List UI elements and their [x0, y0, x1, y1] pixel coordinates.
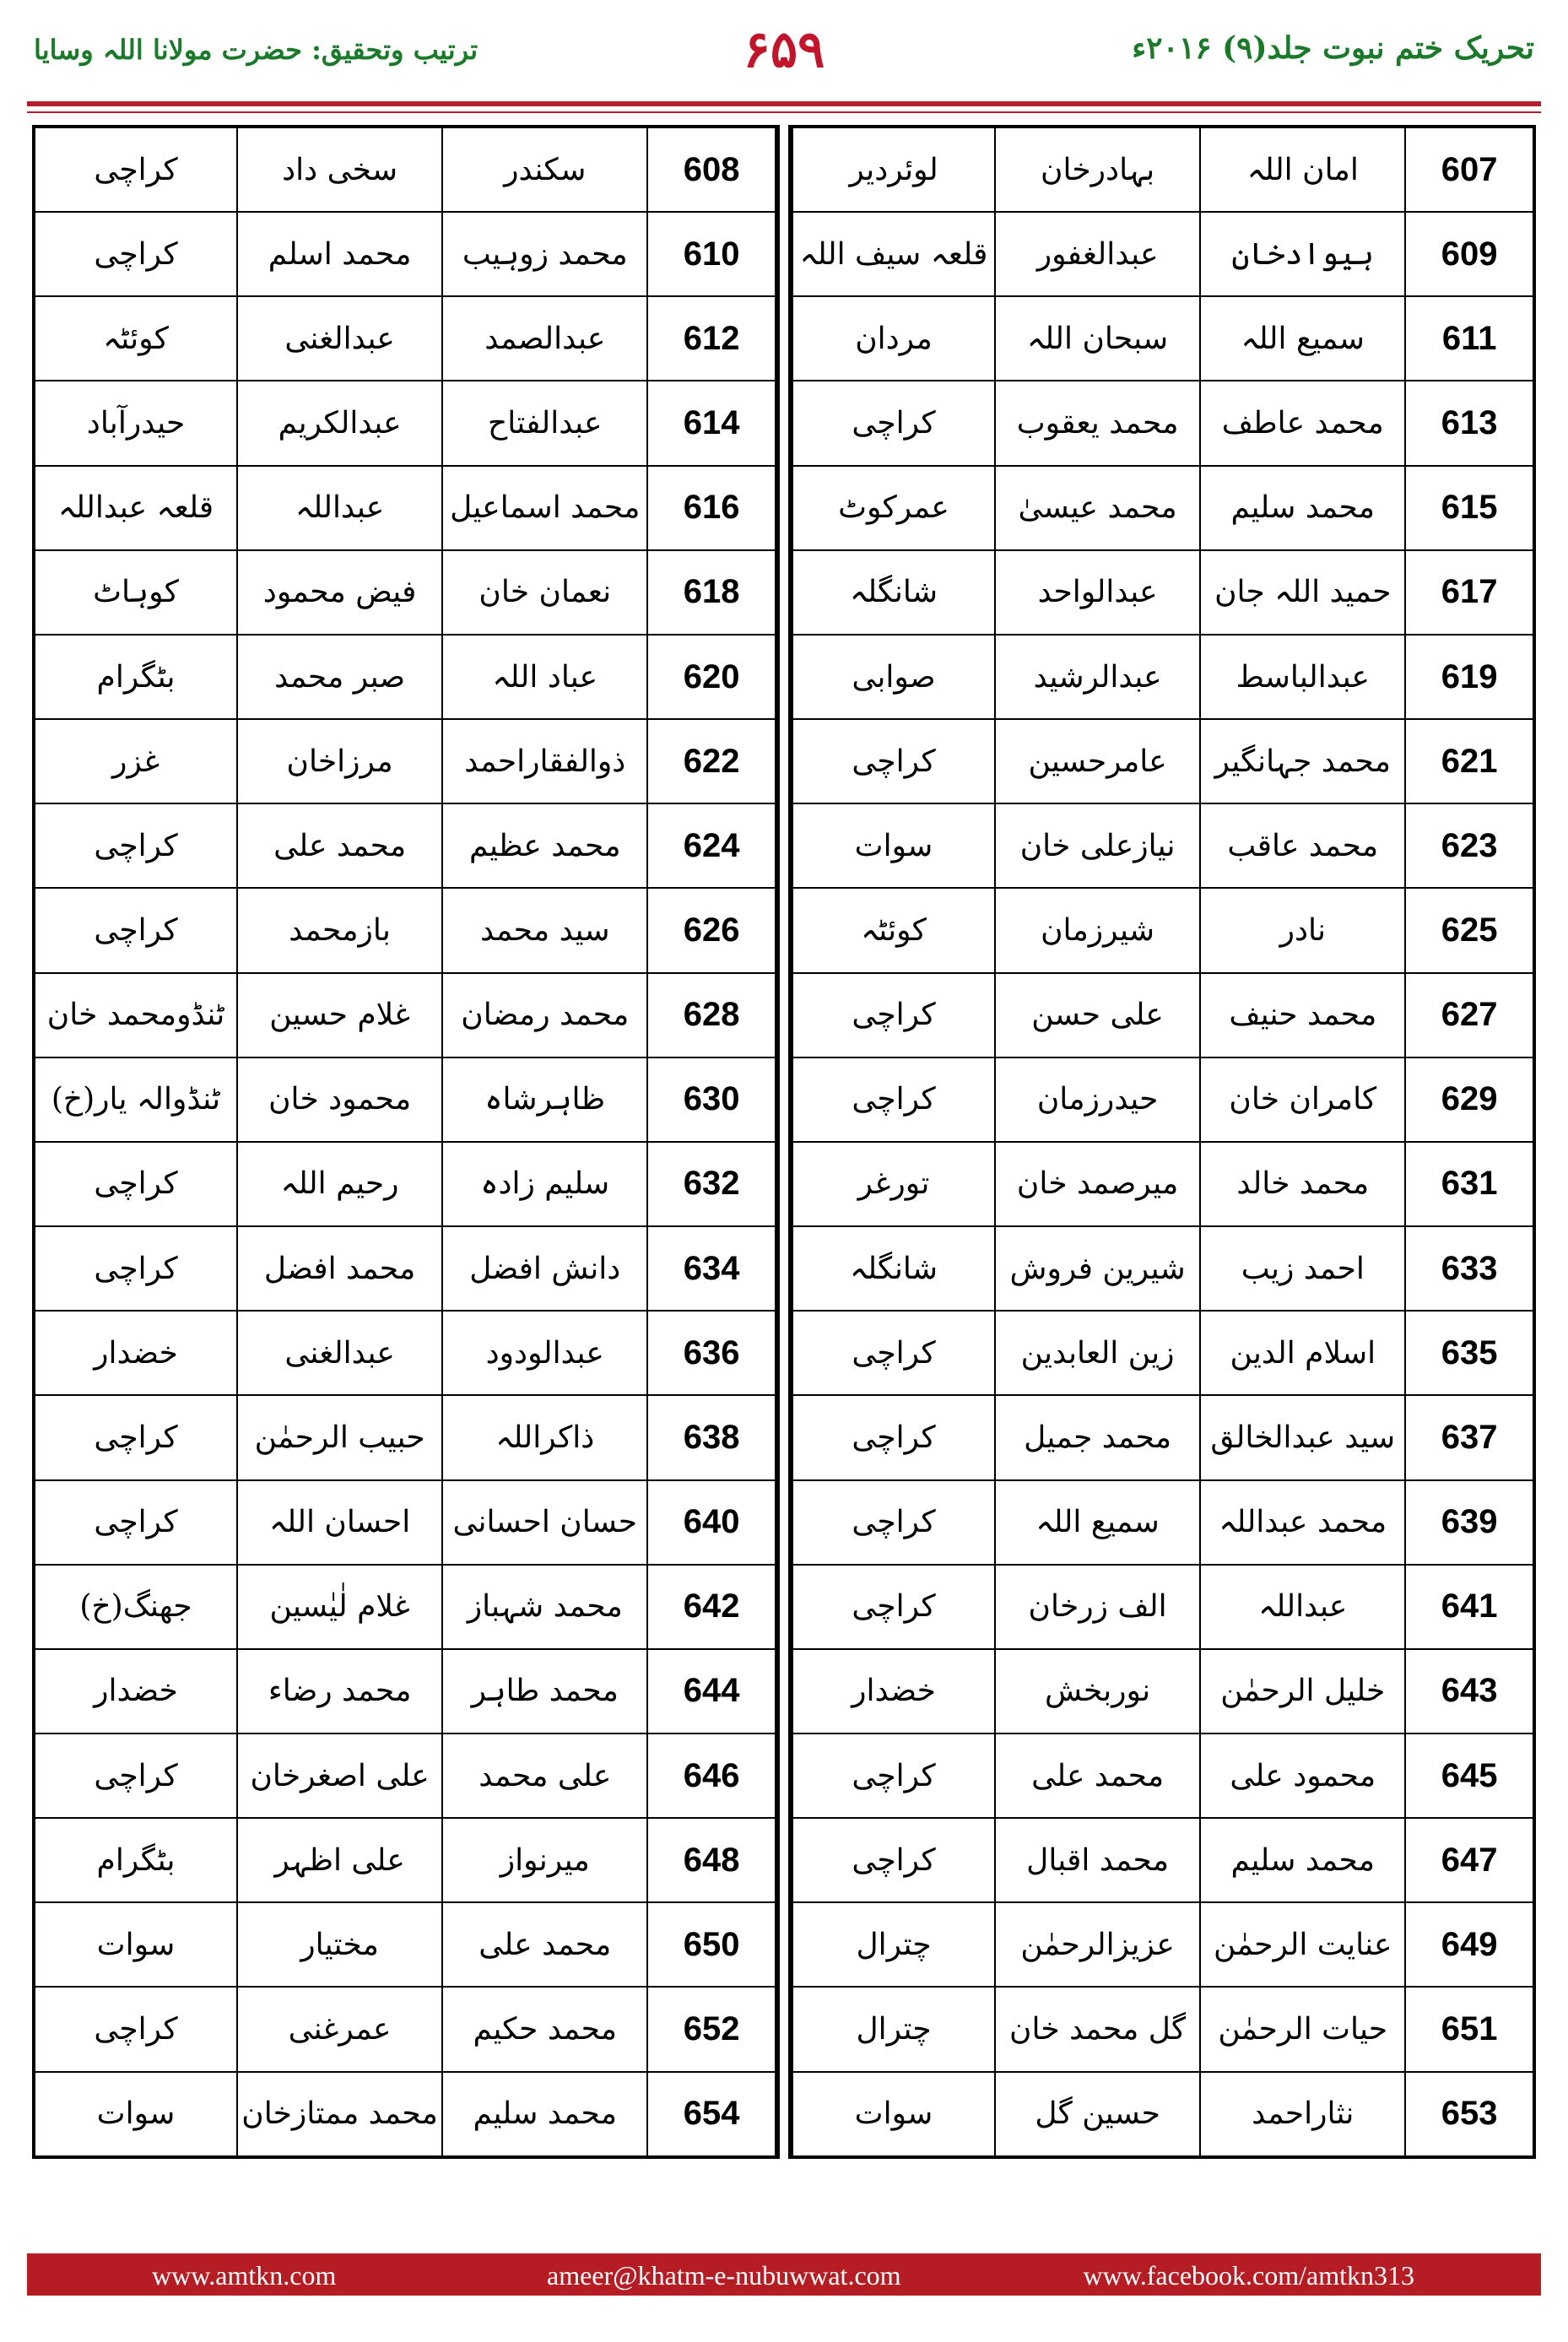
city-cell: ٹنڈومحمد خان — [35, 973, 237, 1057]
father-name-cell: محمد اقبال — [995, 1818, 1200, 1902]
name-cell: ذاکراللہ — [442, 1395, 647, 1479]
footer-facebook[interactable]: www.facebook.com/amtkn313 — [1083, 2260, 1414, 2291]
serial-number-cell: 626 — [647, 888, 776, 972]
city-cell: قلعہ سیف اللہ — [792, 212, 995, 296]
father-name-cell: محمد عیسیٰ — [995, 466, 1200, 550]
father-name-cell: بازمحمد — [237, 888, 442, 972]
name-cell: کامران خان — [1200, 1057, 1405, 1142]
table-row — [792, 296, 1533, 381]
city-cell: کراچی — [35, 1987, 237, 2071]
table-row — [792, 1142, 1533, 1226]
city-cell: سوات — [35, 1902, 237, 1987]
footer-email[interactable]: ameer@khatm-e-nubuwwat.com — [547, 2260, 901, 2291]
serial-number-cell: 612 — [647, 296, 776, 381]
name-cell: اسلام الدین — [1200, 1311, 1405, 1395]
name-cell: محمد عاقب — [1200, 803, 1405, 888]
city-cell: مردان — [792, 296, 995, 381]
table-row — [792, 1311, 1533, 1395]
city-cell: عمرکوٹ — [792, 466, 995, 550]
table-row — [35, 550, 776, 635]
serial-number-cell: 651 — [1405, 1987, 1533, 2071]
father-name-cell: عبدالکریم — [237, 381, 442, 465]
city-cell: خضدار — [35, 1311, 237, 1395]
serial-number-cell: 613 — [1405, 381, 1533, 465]
father-name-cell: محمد رضاء — [237, 1649, 442, 1734]
father-name-cell: حیدرزمان — [995, 1057, 1200, 1142]
city-cell: کراچی — [35, 212, 237, 296]
city-cell: کراچی — [792, 1480, 995, 1565]
city-cell: کراچی — [35, 127, 237, 212]
name-cell: سید محمد — [442, 888, 647, 972]
serial-number-cell: 647 — [1405, 1818, 1533, 1902]
footer-website[interactable]: www.amtkn.com — [152, 2260, 337, 2291]
father-name-cell: علی اصغرخان — [237, 1734, 442, 1818]
city-cell: کراچی — [792, 1057, 995, 1142]
father-name-cell: میرصمد خان — [995, 1142, 1200, 1226]
serial-number-cell: 628 — [647, 973, 776, 1057]
name-cell: محمد اسماعیل — [442, 466, 647, 550]
city-cell: لوئردیر — [792, 127, 995, 212]
name-cell: عبدالصمد — [442, 296, 647, 381]
name-cell: احمد زیب — [1200, 1226, 1405, 1311]
city-cell: جھنگ(خ) — [35, 1565, 237, 1649]
serial-number-cell: 649 — [1405, 1902, 1533, 1987]
name-cell: محمد سلیم — [1200, 1818, 1405, 1902]
table-row — [35, 719, 776, 803]
father-name-cell: عبدالغفور — [995, 212, 1200, 296]
father-name-cell: بہادرخان — [995, 127, 1200, 212]
city-cell: کراچی — [792, 1311, 995, 1395]
serial-number-cell: 609 — [1405, 212, 1533, 296]
father-name-cell: عامرحسین — [995, 719, 1200, 803]
table-row — [35, 381, 776, 465]
father-name-cell: محمد اسلم — [237, 212, 442, 296]
name-cell: دانش افضل — [442, 1226, 647, 1311]
table-row — [792, 1057, 1533, 1142]
table-row — [792, 973, 1533, 1057]
name-cell: محمد طاہر — [442, 1649, 647, 1734]
table-row — [792, 550, 1533, 635]
father-name-cell: محمد یعقوب — [995, 381, 1200, 465]
name-cell: محمد علی — [442, 1902, 647, 1987]
book-title: تحریک ختم نبوت جلد(۹) ۲۰۱۶ء — [1132, 30, 1534, 66]
father-name-cell: محمود خان — [237, 1057, 442, 1142]
table-row — [35, 888, 776, 972]
city-cell: کراچی — [35, 803, 237, 888]
name-cell: محمد عبداللہ — [1200, 1480, 1405, 1565]
name-cell: عبدالودود — [442, 1311, 647, 1395]
city-cell: کراچی — [792, 1734, 995, 1818]
table-row — [35, 2072, 776, 2156]
table-row — [35, 1395, 776, 1479]
serial-number-cell: 620 — [647, 635, 776, 719]
city-cell: کوئٹہ — [35, 296, 237, 381]
father-name-cell: رحیم اللہ — [237, 1142, 442, 1226]
table-divider — [778, 125, 790, 2159]
father-name-cell: عزیزالرحمٰن — [995, 1902, 1200, 1987]
table-row — [792, 1226, 1533, 1311]
city-cell: کراچی — [792, 1818, 995, 1902]
name-cell: محمد عاطف — [1200, 381, 1405, 465]
table-row — [792, 803, 1533, 888]
city-cell: شانگلہ — [792, 550, 995, 635]
table-left-half — [32, 125, 778, 2159]
name-cell: محمد سلیم — [1200, 466, 1405, 550]
father-name-cell: نیازعلی خان — [995, 803, 1200, 888]
name-cell: حسان احسانی — [442, 1480, 647, 1565]
serial-number-cell: 641 — [1405, 1565, 1533, 1649]
name-cell: محمد خالد — [1200, 1142, 1405, 1226]
table-row — [35, 635, 776, 719]
father-name-cell: شیرزمان — [995, 888, 1200, 972]
name-cell: محمد شہباز — [442, 1565, 647, 1649]
name-cell: محمد زوہیب — [442, 212, 647, 296]
table-row — [792, 381, 1533, 465]
father-name-cell: محمد جمیل — [995, 1395, 1200, 1479]
table-row — [792, 1818, 1533, 1902]
city-cell: حیدرآباد — [35, 381, 237, 465]
father-name-cell: علی اظہر — [237, 1818, 442, 1902]
name-cell: عبداللہ — [1200, 1565, 1405, 1649]
name-cell: نثاراحمد — [1200, 2072, 1405, 2156]
serial-number-cell: 642 — [647, 1565, 776, 1649]
name-cell: علی محمد — [442, 1734, 647, 1818]
name-cell: محمد حکیم — [442, 1987, 647, 2071]
page-number: ۶۵۹ — [743, 20, 825, 79]
city-cell: تورغر — [792, 1142, 995, 1226]
name-cell: امان اللہ — [1200, 127, 1405, 212]
table-row — [35, 1987, 776, 2071]
city-cell: کراچی — [792, 719, 995, 803]
father-name-cell: عبدالغنی — [237, 1311, 442, 1395]
serial-number-cell: 619 — [1405, 635, 1533, 719]
city-cell: شانگلہ — [792, 1226, 995, 1311]
name-cell: محمد رمضان — [442, 973, 647, 1057]
name-cell: محمد عظیم — [442, 803, 647, 888]
father-name-cell: حبیب الرحمٰن — [237, 1395, 442, 1479]
serial-number-cell: 634 — [647, 1226, 776, 1311]
page-header — [0, 0, 1568, 101]
name-cell: ظاہرشاہ — [442, 1057, 647, 1142]
father-name-cell: عبدالواحد — [995, 550, 1200, 635]
table-row — [35, 127, 776, 212]
father-name-cell: مختیار — [237, 1902, 442, 1987]
serial-number-cell: 618 — [647, 550, 776, 635]
table-row — [792, 2072, 1533, 2156]
city-cell: خضدار — [35, 1649, 237, 1734]
city-cell: کراچی — [35, 1395, 237, 1479]
table-row — [792, 212, 1533, 296]
name-cell: نادر — [1200, 888, 1405, 972]
serial-number-cell: 643 — [1405, 1649, 1533, 1734]
name-cell: محمد سلیم — [442, 2072, 647, 2156]
table-row — [35, 1226, 776, 1311]
serial-number-cell: 636 — [647, 1311, 776, 1395]
father-name-cell: محمد علی — [995, 1734, 1200, 1818]
compiler-credit: ترتیب وتحقیق: حضرت مولانا اللہ وسایا — [34, 34, 479, 66]
serial-number-cell: 644 — [647, 1649, 776, 1734]
city-cell: کوئٹہ — [792, 888, 995, 972]
city-cell: ٹنڈوالہ یار(خ) — [35, 1057, 237, 1142]
father-name-cell: مرزاخان — [237, 719, 442, 803]
table-row — [792, 1649, 1533, 1734]
table-row — [35, 1734, 776, 1818]
city-cell: غزر — [35, 719, 237, 803]
father-name-cell: نوربخش — [995, 1649, 1200, 1734]
city-cell: صوابی — [792, 635, 995, 719]
serial-number-cell: 654 — [647, 2072, 776, 2156]
city-cell: کوہاٹ — [35, 550, 237, 635]
serial-number-cell: 652 — [647, 1987, 776, 2071]
name-cell: خلیل الرحمٰن — [1200, 1649, 1405, 1734]
father-name-cell: عبداللہ — [237, 466, 442, 550]
father-name-cell: غلام حسین — [237, 973, 442, 1057]
table-row — [792, 466, 1533, 550]
city-cell: چترال — [792, 1987, 995, 2071]
serial-number-cell: 611 — [1405, 296, 1533, 381]
father-name-cell: فیض محمود — [237, 550, 442, 635]
father-name-cell: عبدالرشید — [995, 635, 1200, 719]
header-rule-thick — [27, 101, 1541, 106]
serial-number-cell: 653 — [1405, 2072, 1533, 2156]
serial-number-cell: 630 — [647, 1057, 776, 1142]
serial-number-cell: 627 — [1405, 973, 1533, 1057]
father-name-cell: سمیع اللہ — [995, 1480, 1200, 1565]
serial-number-cell: 637 — [1405, 1395, 1533, 1479]
serial-number-cell: 623 — [1405, 803, 1533, 888]
table-row — [35, 973, 776, 1057]
serial-number-cell: 633 — [1405, 1226, 1533, 1311]
header-rule-thin — [27, 111, 1541, 113]
serial-number-cell: 607 — [1405, 127, 1533, 212]
name-cell: ہیوادخان — [1200, 212, 1405, 296]
name-cell: حیات الرحمٰن — [1200, 1987, 1405, 2071]
father-name-cell: شیرین فروش — [995, 1226, 1200, 1311]
name-cell: سکندر — [442, 127, 647, 212]
father-name-cell: احسان اللہ — [237, 1480, 442, 1565]
name-cell: حمید اللہ جان — [1200, 550, 1405, 635]
serial-number-cell: 610 — [647, 212, 776, 296]
name-cell: عنایت الرحمٰن — [1200, 1902, 1405, 1987]
father-name-cell: علی حسن — [995, 973, 1200, 1057]
city-cell: سوات — [792, 2072, 995, 2156]
table-row — [35, 1818, 776, 1902]
table-row — [35, 1565, 776, 1649]
name-cell: عبدالباسط — [1200, 635, 1405, 719]
father-name-cell: محمد ممتازخان — [237, 2072, 442, 2156]
serial-number-cell: 646 — [647, 1734, 776, 1818]
names-table — [32, 125, 1536, 2159]
table-row — [35, 1057, 776, 1142]
city-cell: کراچی — [792, 1395, 995, 1479]
name-cell: عباد اللہ — [442, 635, 647, 719]
table-row — [792, 635, 1533, 719]
city-cell: کراچی — [35, 1734, 237, 1818]
serial-number-cell: 625 — [1405, 888, 1533, 972]
table-row — [792, 1987, 1533, 2071]
table-row — [792, 127, 1533, 212]
table-row — [35, 1902, 776, 1987]
city-cell: خضدار — [792, 1649, 995, 1734]
serial-number-cell: 629 — [1405, 1057, 1533, 1142]
serial-number-cell: 632 — [647, 1142, 776, 1226]
serial-number-cell: 617 — [1405, 550, 1533, 635]
name-cell: سید عبدالخالق — [1200, 1395, 1405, 1479]
city-cell: کراچی — [792, 973, 995, 1057]
serial-number-cell: 631 — [1405, 1142, 1533, 1226]
name-cell: ذوالفقاراحمد — [442, 719, 647, 803]
city-cell: بٹگرام — [35, 1818, 237, 1902]
table-row — [35, 466, 776, 550]
serial-number-cell: 621 — [1405, 719, 1533, 803]
city-cell: کراچی — [35, 1480, 237, 1565]
table-right-half — [790, 125, 1536, 2159]
serial-number-cell: 648 — [647, 1818, 776, 1902]
city-cell: کراچی — [792, 381, 995, 465]
name-cell: میرنواز — [442, 1818, 647, 1902]
table-row — [792, 719, 1533, 803]
father-name-cell: عبدالغنی — [237, 296, 442, 381]
serial-number-cell: 639 — [1405, 1480, 1533, 1565]
table-row — [792, 1565, 1533, 1649]
name-cell: نعمان خان — [442, 550, 647, 635]
name-cell: محمد حنیف — [1200, 973, 1405, 1057]
father-name-cell: الف زرخان — [995, 1565, 1200, 1649]
name-cell: سلیم زادہ — [442, 1142, 647, 1226]
table-row — [35, 1142, 776, 1226]
serial-number-cell: 608 — [647, 127, 776, 212]
serial-number-cell: 635 — [1405, 1311, 1533, 1395]
serial-number-cell: 650 — [647, 1902, 776, 1987]
serial-number-cell: 622 — [647, 719, 776, 803]
table-row — [35, 296, 776, 381]
table-row — [792, 1734, 1533, 1818]
table-row — [792, 1902, 1533, 1987]
serial-number-cell: 615 — [1405, 466, 1533, 550]
name-cell: محمد جہانگیر — [1200, 719, 1405, 803]
table-row — [35, 803, 776, 888]
serial-number-cell: 645 — [1405, 1734, 1533, 1818]
father-name-cell: عمرغنی — [237, 1987, 442, 2071]
serial-number-cell: 616 — [647, 466, 776, 550]
city-cell: بٹگرام — [35, 635, 237, 719]
serial-number-cell: 614 — [647, 381, 776, 465]
father-name-cell: زین العابدین — [995, 1311, 1200, 1395]
city-cell: کراچی — [792, 1565, 995, 1649]
table-row — [792, 1480, 1533, 1565]
city-cell: کراچی — [35, 1142, 237, 1226]
father-name-cell: حسین گل — [995, 2072, 1200, 2156]
table-row — [35, 1311, 776, 1395]
father-name-cell: سخی داد — [237, 127, 442, 212]
father-name-cell: صبر محمد — [237, 635, 442, 719]
city-cell: سوات — [792, 803, 995, 888]
serial-number-cell: 640 — [647, 1480, 776, 1565]
father-name-cell: سبحان اللہ — [995, 296, 1200, 381]
page-footer — [27, 2253, 1541, 2296]
table-row — [792, 888, 1533, 972]
name-cell: سمیع اللہ — [1200, 296, 1405, 381]
name-cell: محمود علی — [1200, 1734, 1405, 1818]
city-cell: سوات — [35, 2072, 237, 2156]
city-cell: قلعہ عبداللہ — [35, 466, 237, 550]
name-cell: عبدالفتاح — [442, 381, 647, 465]
father-name-cell: غلام لٰیٰسین — [237, 1565, 442, 1649]
city-cell: چترال — [792, 1902, 995, 1987]
serial-number-cell: 624 — [647, 803, 776, 888]
city-cell: کراچی — [35, 1226, 237, 1311]
table-row — [35, 212, 776, 296]
city-cell: کراچی — [35, 888, 237, 972]
father-name-cell: گل محمد خان — [995, 1987, 1200, 2071]
table-row — [792, 1395, 1533, 1479]
serial-number-cell: 638 — [647, 1395, 776, 1479]
table-row — [35, 1649, 776, 1734]
father-name-cell: محمد علی — [237, 803, 442, 888]
father-name-cell: محمد افضل — [237, 1226, 442, 1311]
table-row — [35, 1480, 776, 1565]
